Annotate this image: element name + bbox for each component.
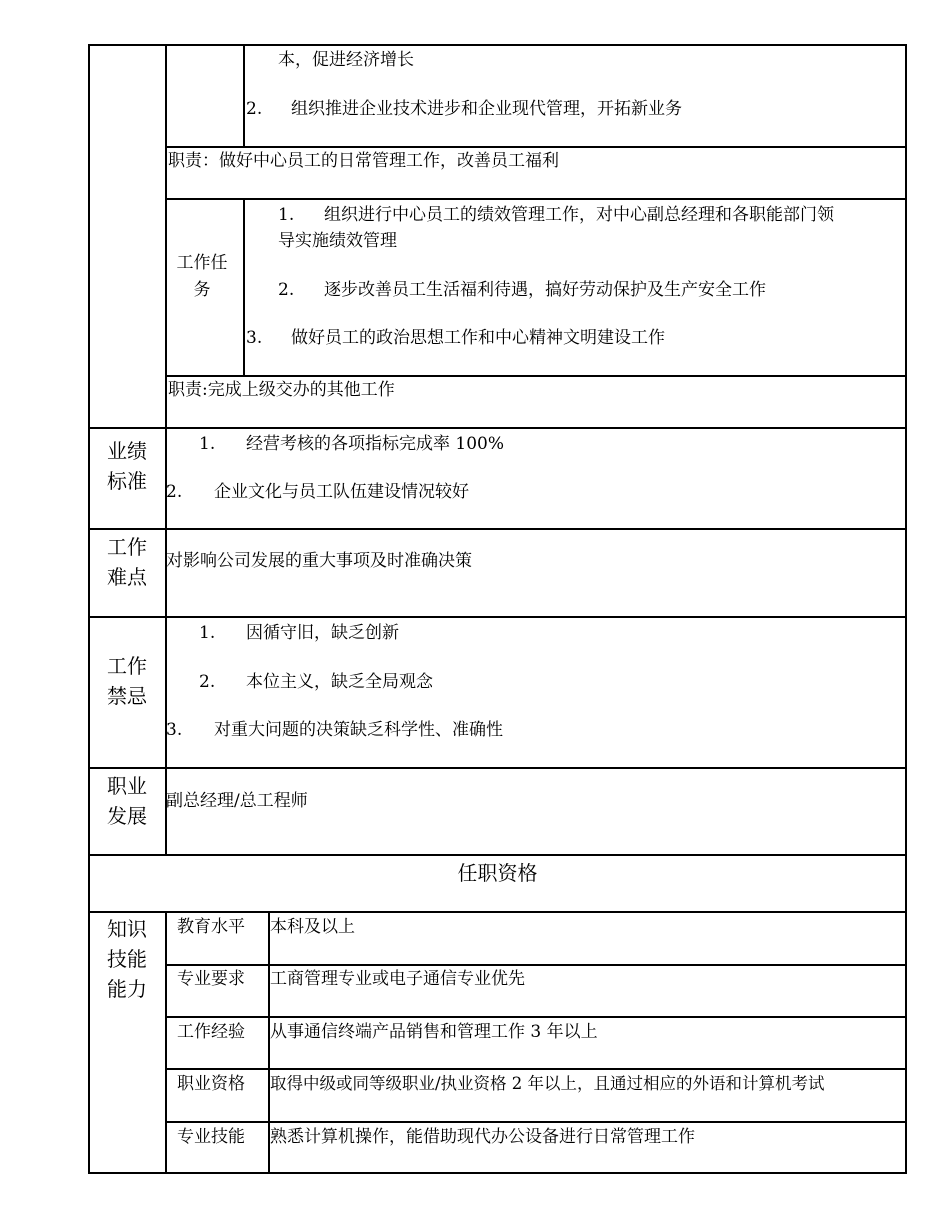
taboo-item3-number: 3.	[166, 720, 183, 740]
qual-value-education: 本科及以上	[270, 917, 355, 937]
performance-item1-number: 1.	[199, 434, 216, 454]
qual-value-certification: 取得中级或同等级职业/执业资格 2 年以上，且通过相应的外语和计算机考试	[270, 1074, 825, 1093]
qual-value-skills: 熟悉计算机操作，能借助现代办公设备进行日常管理工作	[270, 1127, 695, 1147]
task2-item2-number: 2.	[278, 280, 295, 300]
qualifications-group-label-text: 知识技能能力	[107, 917, 147, 1001]
duty2-text: 职责：做好中心员工的日常管理工作，改善员工福利	[168, 151, 559, 171]
row-divider	[165, 1121, 907, 1123]
qualifications-title: 任职资格	[457, 861, 538, 885]
task2-item2: 逐步改善员工生活福利待遇，搞好劳动保护及生产安全工作	[324, 280, 766, 300]
career-label-text: 职业发展	[107, 774, 147, 828]
qual-label-experience: 工作经验	[177, 1022, 245, 1042]
career-text: 副总经理/总工程师	[166, 791, 308, 811]
task2-label-text: 工作任务	[176, 253, 228, 300]
performance-label-text: 业绩标准	[107, 439, 147, 493]
taboo-item1: 因循守旧，缺乏创新	[246, 623, 399, 643]
taboo-item2-number: 2.	[199, 672, 216, 692]
task2-item1-line1: 组织进行中心员工的绩效管理工作，对中心副总经理和各职能部门领	[324, 205, 834, 225]
task2-item3: 做好员工的政治思想工作和中心精神文明建设工作	[291, 328, 665, 348]
career-label	[102, 771, 152, 831]
task2-item1-number: 1.	[278, 205, 295, 225]
task2-label	[170, 250, 234, 304]
performance-item2: 企业文化与员工队伍建设情况较好	[214, 482, 469, 502]
row-divider	[88, 854, 907, 856]
qual-value-experience: 从事通信终端产品销售和管理工作 3 年以上	[270, 1022, 598, 1042]
col-divider-knowledge	[165, 911, 167, 1174]
row-divider	[165, 1016, 907, 1018]
qual-label-certification: 职业资格	[177, 1074, 245, 1094]
task2-item1-line2: 导实施绩效管理	[278, 231, 397, 251]
performance-label	[102, 436, 152, 496]
difficulty-text: 对影响公司发展的重大事项及时准确决策	[166, 551, 472, 571]
qual-label-major: 专业要求	[177, 969, 245, 989]
taboo-item1-number: 1.	[199, 623, 216, 643]
performance-item2-number: 2.	[166, 482, 183, 502]
taboo-label	[102, 651, 152, 711]
col-divider-task2	[243, 198, 245, 376]
col-divider-task1	[243, 44, 245, 146]
task1-item2-number: 2.	[246, 99, 263, 119]
qual-label-education: 教育水平	[177, 917, 245, 937]
row-divider	[88, 616, 907, 618]
task2-item3-number: 3.	[246, 328, 263, 348]
difficulty-label-text: 工作难点	[107, 535, 147, 589]
row-divider	[88, 427, 907, 429]
qual-label-skills: 专业技能	[177, 1127, 245, 1147]
taboo-label-text: 工作禁忌	[107, 654, 147, 708]
performance-item1: 经营考核的各项指标完成率 100%	[246, 434, 505, 454]
taboo-item3: 对重大问题的决策缺乏科学性、准确性	[214, 720, 503, 740]
difficulty-label	[102, 532, 152, 592]
row-divider	[165, 198, 907, 200]
row-divider	[165, 1068, 907, 1070]
row-divider	[88, 528, 907, 530]
qualifications-group-label	[102, 914, 152, 1004]
row-divider	[88, 767, 907, 769]
taboo-item2: 本位主义，缺乏全局观念	[246, 672, 433, 692]
row-divider	[88, 911, 907, 913]
task1-line1-cont: 本，促进经济增长	[278, 50, 414, 70]
task1-item2: 组织推进企业技术进步和企业现代管理，开拓新业务	[291, 99, 682, 119]
qual-value-major: 工商管理专业或电子通信专业优先	[270, 969, 525, 989]
duty3-text: 职责:完成上级交办的其他工作	[168, 380, 395, 400]
